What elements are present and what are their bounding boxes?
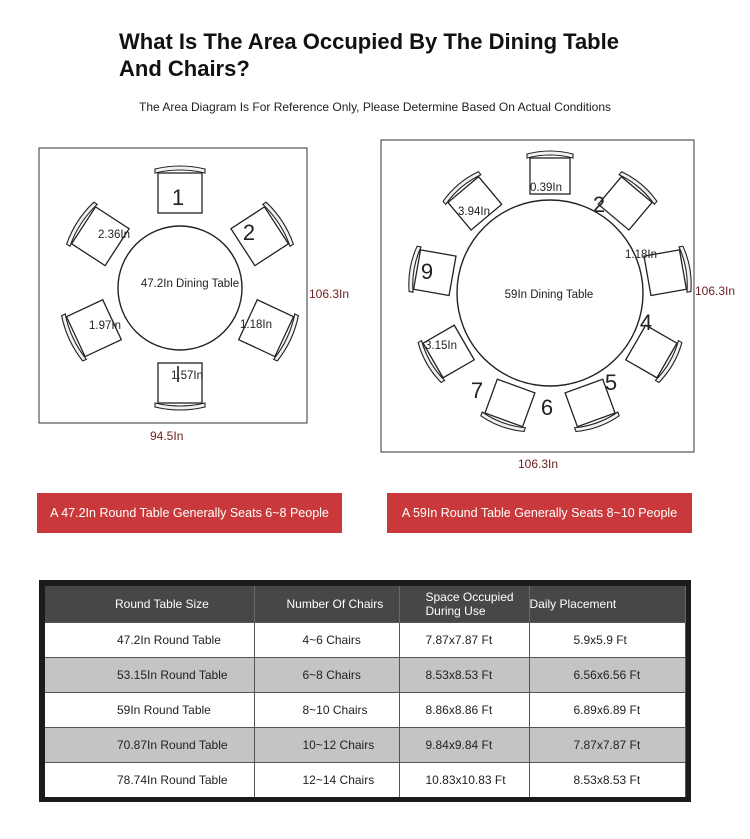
header-daily-placement: Daily Placement — [529, 586, 685, 623]
table-row — [45, 623, 685, 658]
right-height-dimension: 106.3In — [695, 284, 736, 298]
cell-space-in-use: 8.53x8.53 Ft — [399, 658, 529, 693]
left-table-label: 47.2In Dining Table — [140, 278, 240, 290]
table-row — [45, 728, 685, 763]
cell-daily-placement: 6.89x6.89 Ft — [529, 693, 685, 728]
left-area-diagram — [0, 130, 375, 450]
right-capacity-banner: A 59In Round Table Generally Seats 8~10 People — [387, 493, 692, 533]
cell-daily-placement: 5.9x5.9 Ft — [529, 623, 685, 658]
cell-daily-placement: 8.53x8.53 Ft — [529, 763, 685, 798]
right-measure-4: 3.15In — [425, 340, 457, 352]
right-chair-number-4: 4 — [639, 310, 653, 335]
right-width-dimension: 106.3In — [518, 457, 559, 471]
table-row — [45, 763, 685, 798]
right-measure-3: 1.18In — [625, 249, 657, 261]
right-chair-number-6: 6 — [540, 395, 554, 420]
header-chair-count: Number Of Chairs — [254, 586, 399, 623]
left-chair-number-2: 2 — [242, 220, 256, 245]
right-area-diagram — [375, 130, 750, 480]
cell-table-size: 70.87In Round Table — [45, 728, 254, 763]
right-chair — [480, 378, 538, 434]
cell-space-in-use: 10.83x10.83 Ft — [399, 763, 529, 798]
left-width-dimension: 94.5In — [150, 429, 184, 443]
cell-space-in-use: 7.87x7.87 Ft — [399, 623, 529, 658]
cell-table-size: 47.2In Round Table — [45, 623, 254, 658]
right-chair-number-5: 5 — [604, 370, 618, 395]
table-header-row — [45, 586, 685, 623]
left-measure-1: 2.36In — [98, 229, 130, 241]
cell-table-size: 78.74In Round Table — [45, 763, 254, 798]
right-chair-number-7: 7 — [470, 378, 484, 403]
right-table-label: 59In Dining Table — [504, 289, 594, 301]
cell-daily-placement: 6.56x6.56 Ft — [529, 658, 685, 693]
right-measure-2: 3.94In — [458, 206, 490, 218]
table-row — [45, 658, 685, 693]
page-title: What Is The Area Occupied By The Dining Table And Chairs? — [119, 29, 619, 81]
cell-chair-count: 12~14 Chairs — [254, 763, 399, 798]
cell-daily-placement: 7.87x7.87 Ft — [529, 728, 685, 763]
page-subtitle: The Area Diagram Is For Reference Only, Please Determine Based On Actual Conditions — [138, 100, 611, 114]
cell-chair-count: 8~10 Chairs — [254, 693, 399, 728]
header-table-size: Round Table Size — [45, 586, 254, 623]
left-chair-number-1: 1 — [171, 185, 185, 210]
cell-table-size: 53.15In Round Table — [45, 658, 254, 693]
cell-space-in-use: 8.86x8.86 Ft — [399, 693, 529, 728]
left-measure-3: 1.18In — [240, 319, 272, 331]
left-height-dimension: 106.3In — [309, 287, 350, 301]
cell-chair-count: 4~6 Chairs — [254, 623, 399, 658]
cell-table-size: 59In Round Table — [45, 693, 254, 728]
left-chair — [229, 201, 296, 269]
left-measure-2: 1.97In — [89, 320, 121, 332]
cell-space-in-use: 9.84x9.84 Ft — [399, 728, 529, 763]
size-table — [45, 586, 686, 797]
left-measure-4: 1.57In — [171, 370, 203, 382]
size-table-frame — [39, 580, 691, 802]
header-space-in-use: Space Occupied During Use — [399, 586, 529, 623]
left-capacity-banner: A 47.2In Round Table Generally Seats 6~8 People — [37, 493, 342, 533]
cell-chair-count: 6~8 Chairs — [254, 658, 399, 693]
cell-chair-count: 10~12 Chairs — [254, 728, 399, 763]
right-chair-number-9: 9 — [420, 259, 434, 284]
right-measure-1: 0.39In — [530, 182, 562, 194]
right-chair-number-2: 2 — [592, 192, 606, 217]
table-row — [45, 693, 685, 728]
